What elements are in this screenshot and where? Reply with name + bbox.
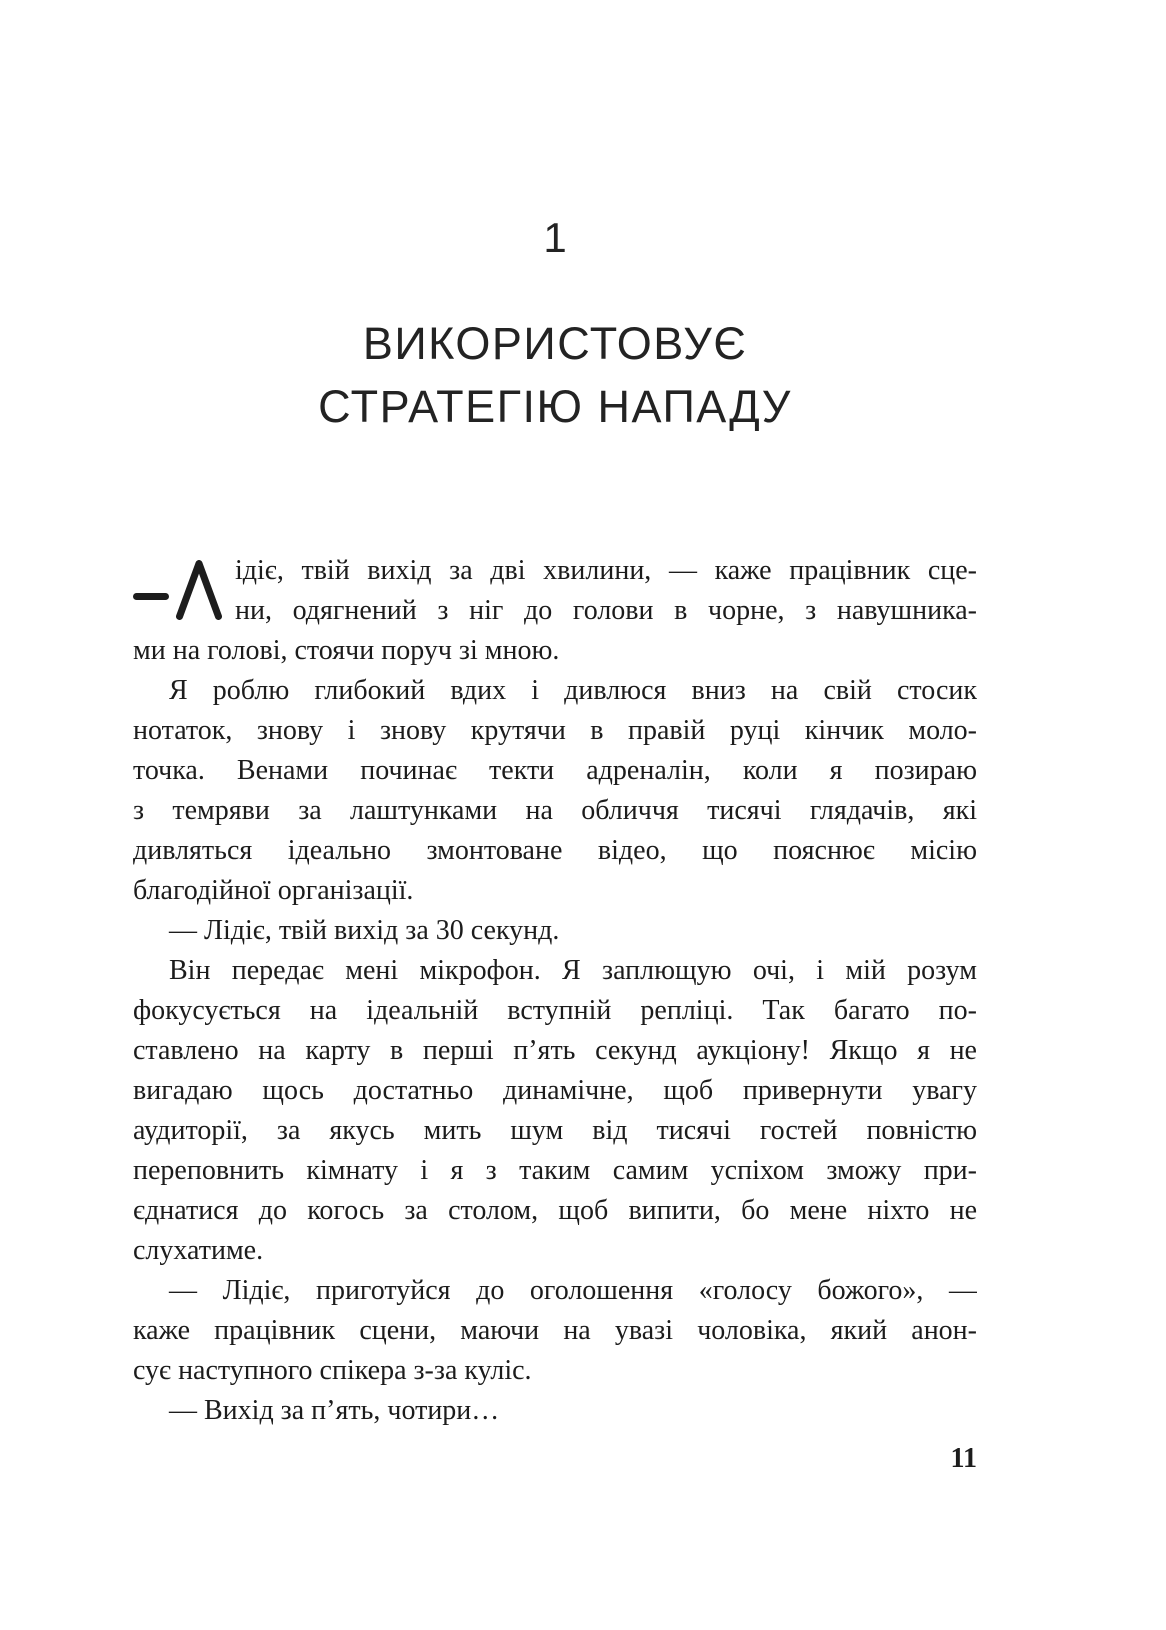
text-line: — Лідіє, приготуйся до оголошення «голосу божого», — xyxy=(169,1275,977,1306)
page-number: 11 xyxy=(950,1443,977,1474)
chapter-number: 1 xyxy=(543,214,567,261)
text-line: фокусується на ідеальній вступній репліці. Так багато по- xyxy=(133,995,977,1026)
chapter-title-line-1: ВИКОРИСТОВУЄ xyxy=(362,318,748,369)
text-line: ідіє, твій вихід за дві хвилини, — каже працівник сце- xyxy=(235,555,977,586)
paragraph xyxy=(133,911,977,951)
paragraph xyxy=(133,671,977,911)
text-line: ни, одягнений з ніг до голови в чорне, з навушника- xyxy=(235,595,977,626)
text-line: дивляться ідеально змонтоване відео, що пояснює місію xyxy=(133,835,977,866)
text-line: Я роблю глибокий вдих і дивлюся вниз на свій стосик xyxy=(169,675,977,706)
dropcap xyxy=(133,551,235,631)
text-line: аудиторії, за якусь мить шум від тисячі гостей повністю xyxy=(133,1115,977,1146)
text-line: слухатиме. xyxy=(133,1235,264,1266)
text-line: сує наступного спікера з-за куліс. xyxy=(133,1355,532,1386)
paragraph xyxy=(133,1271,977,1391)
text-line: — Лідіє, твій вихід за 30 секунд. xyxy=(169,915,560,946)
text-line: вигадаю щось достатньо динамічне, щоб привернути увагу xyxy=(133,1075,977,1106)
dropcap-dash-icon xyxy=(133,593,169,600)
text-line: єднатися до когось за столом, щоб випити, бо мене ніхто не xyxy=(133,1195,977,1226)
text-line: з темряви за лаштунками на обличчя тисячі глядачів, які xyxy=(133,795,977,826)
chapter-title xyxy=(133,312,977,438)
paragraph xyxy=(133,1391,977,1431)
text-line: точка. Венами починає текти адреналін, коли я позираю xyxy=(133,755,977,786)
text-line: переповнить кімнату і я з таким самим успіхом зможу при- xyxy=(133,1155,977,1186)
chapter-title-line-2: СТРАТЕГІЮ НАПАДУ xyxy=(318,381,792,432)
text-line: нотаток, знову і знову крутячи в правій руці кінчик моло- xyxy=(133,715,977,746)
text-line: — Вихід за п’ять, чотири… xyxy=(169,1395,500,1426)
paragraph xyxy=(133,951,977,1271)
body-text xyxy=(133,551,977,1431)
text-line: благодійної організації. xyxy=(133,875,414,906)
dropcap-letter-icon xyxy=(175,560,223,620)
text-line: каже працівник сцени, маючи на увазі чоловіка, який анон- xyxy=(133,1315,977,1346)
paragraphs-container xyxy=(133,551,977,1431)
text-line: ми на голові, стоячи поруч зі мною. xyxy=(133,635,560,666)
text-line: ставлено на карту в перші п’ять секунд аукціону! Якщо я не xyxy=(133,1035,977,1066)
paragraph xyxy=(133,551,977,671)
text-line: Він передає мені мікрофон. Я заплющую очі, і мій розум xyxy=(169,955,977,986)
